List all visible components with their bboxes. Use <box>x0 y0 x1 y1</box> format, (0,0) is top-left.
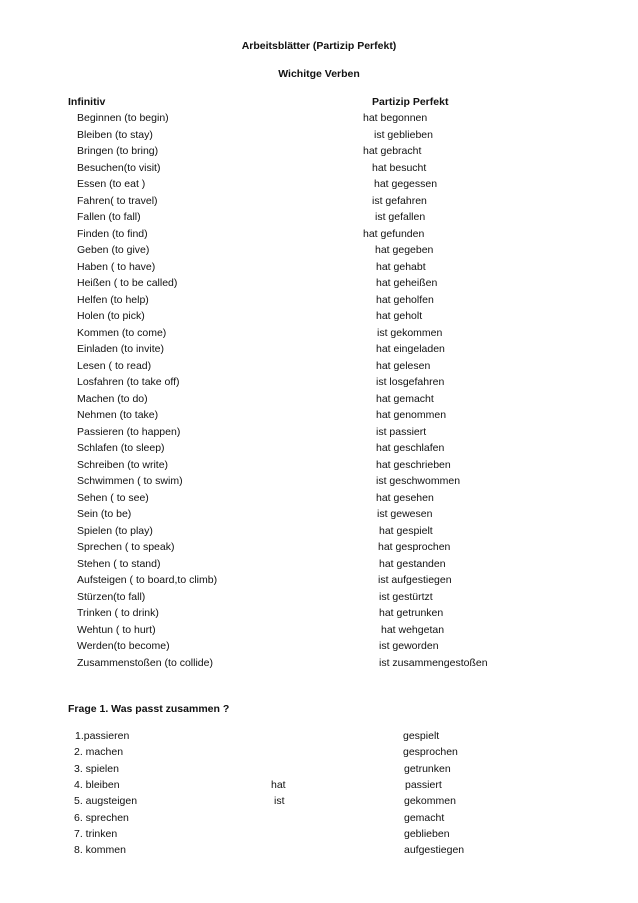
verb-participle: ist geworden <box>379 640 439 652</box>
verb-participle: hat geholfen <box>376 293 434 306</box>
verb-infinitive: Trinken ( to drink) <box>77 607 159 619</box>
exercise-verb: 4. bleiben <box>74 778 120 791</box>
verb-participle: ist gewesen <box>377 508 433 520</box>
verb-infinitive: Essen (to eat ) <box>77 178 146 190</box>
exercise-participle: gesprochen <box>403 746 458 759</box>
exercise-participle: getrunken <box>404 762 451 775</box>
verb-participle: hat gesprochen <box>378 541 451 553</box>
verb-infinitive: Kommen (to come) <box>77 326 167 339</box>
verb-infinitive: Lesen ( to read) <box>77 359 152 372</box>
verb-infinitive: Haben ( to have) <box>77 260 156 273</box>
verb-participle: hat geholt <box>376 310 423 322</box>
verb-participle: ist geblieben <box>374 128 433 141</box>
verb-participle: ist geschwommen <box>376 475 461 487</box>
page-subtitle: Wichitge Verben <box>278 68 360 80</box>
verb-participle: hat eingeladen <box>376 343 445 355</box>
exercise-participle: geblieben <box>404 827 450 840</box>
verb-infinitive: Finden (to find) <box>77 227 148 240</box>
verb-infinitive: Stürzen(to fall) <box>77 590 146 603</box>
verb-participle: hat gelesen <box>376 359 431 372</box>
header-participle: Partizip Perfekt <box>372 96 449 108</box>
verb-infinitive: Sehen ( to see) <box>77 491 149 504</box>
exercise-verb: 7. trinken <box>74 827 118 840</box>
verb-participle: ist passiert <box>376 425 427 438</box>
exercise-verb: 8. kommen <box>74 844 126 857</box>
verb-participle: hat wehgetan <box>381 623 445 636</box>
verb-participle: ist losgefahren <box>376 376 445 388</box>
verb-participle: ist gefahren <box>372 194 427 207</box>
verb-participle: ist aufgestiegen <box>378 574 452 586</box>
verb-participle: hat getrunken <box>379 607 444 619</box>
verb-infinitive: Schwimmen ( to swim) <box>77 475 183 487</box>
verb-infinitive: Passieren (to happen) <box>77 425 181 438</box>
verb-participle: hat begonnen <box>363 112 428 124</box>
verb-participle: hat gebracht <box>363 145 422 157</box>
verb-infinitive: Heißen ( to be called) <box>77 277 178 289</box>
auxiliary-hat: hat <box>271 779 286 791</box>
header-infinitive: Infinitiv <box>68 96 106 108</box>
verb-infinitive: Wehtun ( to hurt) <box>77 623 156 636</box>
verb-participle: ist gekommen <box>377 326 443 339</box>
verb-infinitive: Nehmen (to take) <box>77 409 159 421</box>
verb-infinitive: Losfahren (to take off) <box>77 376 180 388</box>
verb-infinitive: Bringen (to bring) <box>77 145 159 157</box>
exercise-verb: 6. sprechen <box>74 811 129 824</box>
exercise-participle: passiert <box>405 778 442 791</box>
verb-infinitive: Spielen (to play) <box>77 524 153 537</box>
exercise-verb: 3. spielen <box>74 762 119 775</box>
verb-participle: hat besucht <box>372 161 427 174</box>
verb-infinitive: Geben (to give) <box>77 244 150 256</box>
verb-participle: hat gefunden <box>363 227 425 240</box>
verb-participle: hat genommen <box>376 409 447 421</box>
verb-infinitive: Besuchen(to visit) <box>77 161 161 174</box>
verb-participle: ist zusammengestoßen <box>379 656 488 669</box>
exercise-verb: 5. augsteigen <box>74 795 138 808</box>
verb-infinitive: Bleiben (to stay) <box>77 128 153 141</box>
verb-infinitive: Holen (to pick) <box>77 310 145 322</box>
verb-infinitive: Fahren( to travel) <box>77 194 158 207</box>
verb-participle: hat gehabt <box>376 260 426 273</box>
verb-infinitive: Schreiben (to write) <box>77 458 169 471</box>
verb-participle: hat gemacht <box>376 392 434 405</box>
verb-infinitive: Werden(to become) <box>77 640 170 652</box>
exercise-participle: gemacht <box>404 811 445 824</box>
verb-participle: hat geschlafen <box>376 442 445 454</box>
exercise-participle: gekommen <box>404 795 456 808</box>
verb-infinitive: Stehen ( to stand) <box>77 557 161 570</box>
verb-participle: hat geheißen <box>376 277 438 289</box>
verb-infinitive: Schlafen (to sleep) <box>77 442 165 454</box>
verb-participle: ist gefallen <box>375 211 426 223</box>
auxiliary-ist: ist <box>274 795 285 807</box>
verb-participle: hat gestanden <box>379 557 446 570</box>
verb-infinitive: Sprechen ( to speak) <box>77 541 175 553</box>
verb-infinitive: Aufsteigen ( to board,to climb) <box>77 574 218 586</box>
exercise-verb: 2. machen <box>74 746 124 759</box>
verb-infinitive: Beginnen (to begin) <box>77 112 169 124</box>
exercise-participle: gespielt <box>403 730 440 742</box>
exercise-verb: 1.passieren <box>75 730 130 742</box>
verb-participle: ist gestürtzt <box>379 590 433 603</box>
verb-infinitive: Zusammenstoßen (to collide) <box>77 656 213 669</box>
verb-infinitive: Sein (to be) <box>77 508 132 520</box>
verb-infinitive: Fallen (to fall) <box>77 211 141 223</box>
page-title: Arbeitsblätter (Partizip Perfekt) <box>241 40 397 52</box>
verb-participle: hat gegeben <box>375 244 434 256</box>
verb-participle: hat gegessen <box>374 178 438 190</box>
verb-infinitive: Helfen (to help) <box>77 293 149 306</box>
exercise-participle: aufgestiegen <box>404 844 465 857</box>
verb-participle: hat geschrieben <box>376 458 451 471</box>
verb-infinitive: Machen (to do) <box>77 392 148 405</box>
exercise-heading: Frage 1. Was passt zusammen ? <box>68 703 230 715</box>
verb-infinitive: Einladen (to invite) <box>77 343 164 355</box>
verb-participle: hat gesehen <box>376 491 434 504</box>
verb-participle: hat gespielt <box>379 524 433 537</box>
